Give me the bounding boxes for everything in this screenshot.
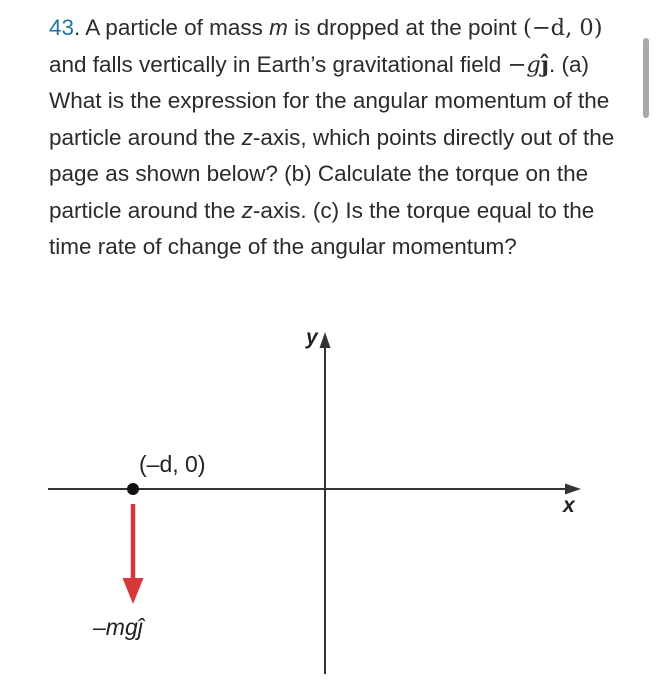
point-math: (−d, 0) xyxy=(523,15,603,41)
field-math: −g xyxy=(507,51,541,78)
point-label: (–d, 0) xyxy=(139,451,206,477)
x-axis-label: x xyxy=(563,494,575,517)
problem-text-part: . (a) What is the expression for the angular momentum of the particle around the xyxy=(49,51,610,150)
particle-point xyxy=(127,483,139,495)
problem-text xyxy=(49,10,619,266)
mass-symbol: m xyxy=(269,15,288,40)
x-axis-arrowhead xyxy=(565,484,581,495)
unit-vector-j: ĵ xyxy=(540,51,549,78)
diagram xyxy=(0,318,656,700)
z-symbol: z xyxy=(241,197,253,223)
problem-text-part: . A particle of mass xyxy=(74,15,270,40)
diagram-svg xyxy=(0,318,656,700)
y-axis-arrowhead xyxy=(320,332,331,348)
force-arrowhead xyxy=(123,578,144,604)
z-symbol: z xyxy=(241,124,253,150)
problem-text-part: is dropped at the point xyxy=(287,15,524,40)
force-label: –mgĵ xyxy=(93,614,143,640)
problem-text-part: and falls vertically in Earth’s gravitational field xyxy=(49,51,508,77)
y-axis-label: y xyxy=(306,326,318,349)
problem-text-part: -axis. (c) Is the torque equal to the time rate of change of the angular momentum? xyxy=(49,197,595,259)
scrollbar[interactable] xyxy=(643,38,649,118)
problem-text-part: -axis, which points directly out of the page as shown below? (b) Calculate the torque on the particle around the xyxy=(49,124,615,223)
problem-number: 43 xyxy=(49,15,75,40)
